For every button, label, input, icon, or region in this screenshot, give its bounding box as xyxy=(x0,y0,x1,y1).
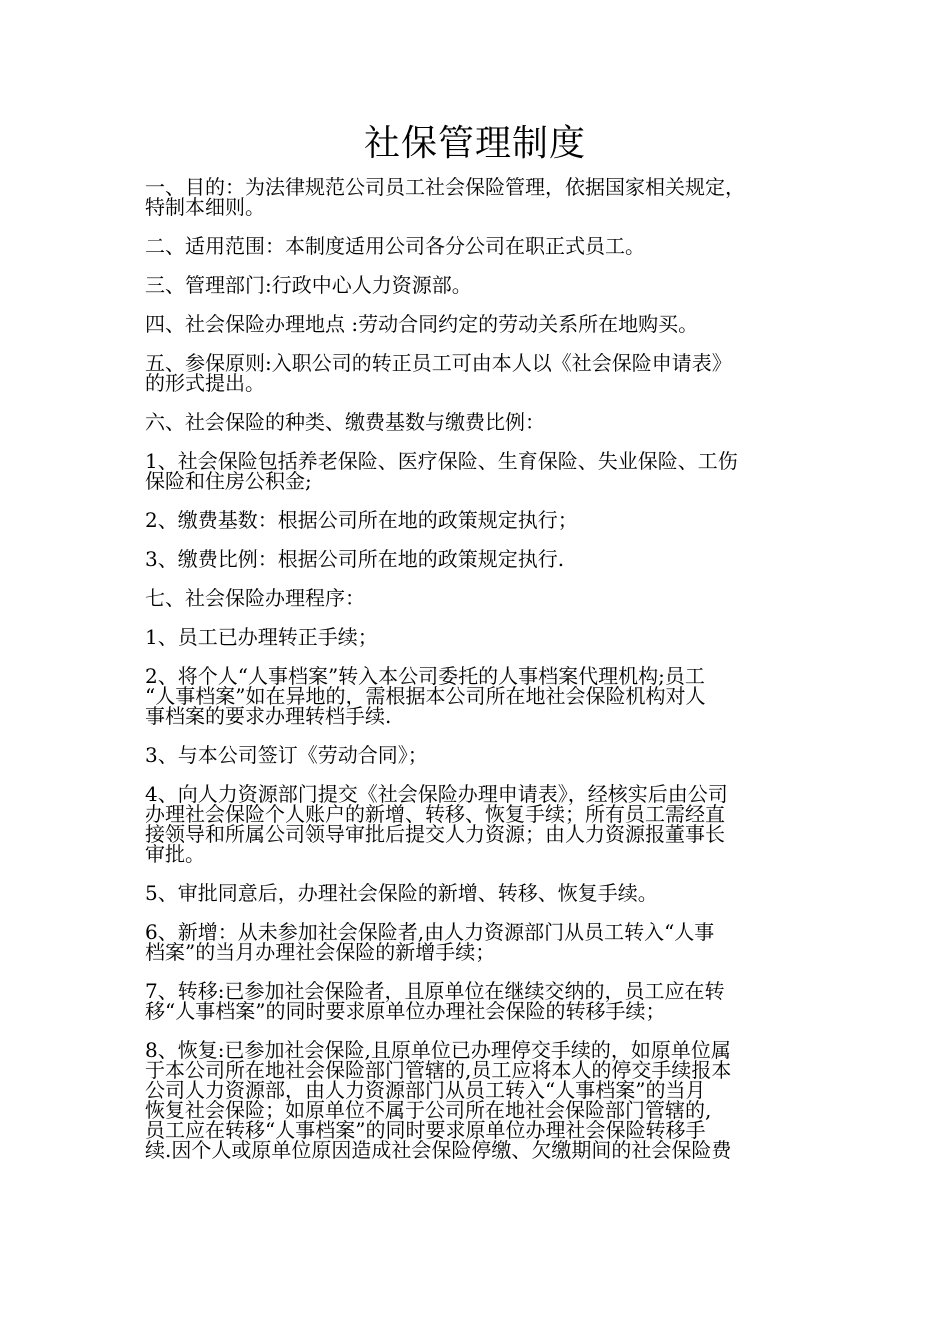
paragraph-line: 6、新增：从未参加社会保险者,由人力资源部门从员工转入“人事 xyxy=(145,920,715,944)
paragraph-line: 移“人事档案”的同时要求原单位办理社会保险的转移手续； xyxy=(145,999,666,1023)
paragraph-line: 审批。 xyxy=(145,842,205,866)
paragraph xyxy=(145,314,810,334)
paragraph-line: 四、社会保险办理地点 :劳动合同约定的劳动关系所在地购买。 xyxy=(145,312,699,336)
paragraph xyxy=(145,922,810,962)
paragraph-line: 五、参保原则:入职公司的转正员工可由本人以《社会保险申请表》 xyxy=(145,351,732,375)
paragraph-line: 特制本细则。 xyxy=(145,195,265,219)
paragraph-line: 六、社会保险的种类、缴费基数与缴费比例： xyxy=(145,410,545,434)
paragraph-line: 5、审批同意后，办理社会保险的新增、转移、恢复手续。 xyxy=(145,881,658,905)
paragraph-line: “人事档案”如在异地的，需根据本公司所在地社会保险机构对人 xyxy=(145,684,706,708)
paragraph-line: 续.因个人或原单位原因造成社会保险停缴、欠缴期间的社会保险费 xyxy=(145,1138,732,1162)
paragraph xyxy=(145,236,810,256)
paragraph-line: 3、与本公司签订《劳动合同》； xyxy=(145,743,428,767)
paragraph-line: 4、向人力资源部门提交《社会保险办理申请表》，经核实后由公司 xyxy=(145,782,728,806)
paragraph xyxy=(145,353,810,393)
paragraph-line: 三、管理部门:行政中心人力资源部。 xyxy=(145,273,472,297)
paragraph xyxy=(145,588,810,608)
paragraph-line: 1、员工已办理转正手续； xyxy=(145,625,378,649)
paragraph xyxy=(145,549,810,569)
paragraph-line: 办理社会保险个人账户的新增、转移、恢复手续；所有员工需经直 xyxy=(145,802,725,826)
paragraph-line: 于本公司所在地社会保险部门管辖的,员工应将本人的停交手续报本 xyxy=(145,1058,732,1082)
paragraph-line: 8、恢复:已参加社会保险,且原单位已办理停交手续的，如原单位属 xyxy=(145,1038,731,1062)
paragraph xyxy=(145,1040,810,1160)
paragraph-line: 2、缴费基数：根据公司所在地的政策规定执行； xyxy=(145,508,578,532)
paragraph-line: 3、缴费比例：根据公司所在地的政策规定执行. xyxy=(145,547,565,571)
paragraph-line: 7、转移:已参加社会保险者，且原单位在继续交纳的，员工应在转 xyxy=(145,979,725,1003)
paragraph-line: 二、适用范围：本制度适用公司各分公司在职正式员工。 xyxy=(145,234,645,258)
paragraph-line: 档案”的当月办理社会保险的新增手续； xyxy=(145,940,496,964)
paragraph xyxy=(145,451,810,491)
paragraph-line: 1、社会保险包括养老保险、医疗保险、生育保险、失业保险、工伤 xyxy=(145,449,738,473)
paragraph xyxy=(145,627,810,647)
paragraph-line: 七、社会保险办理程序： xyxy=(145,586,365,610)
paragraph-line: 保险和住房公积金; xyxy=(145,469,312,493)
document-body xyxy=(145,177,810,1179)
paragraph xyxy=(145,981,810,1021)
paragraph xyxy=(145,883,810,903)
paragraph xyxy=(145,666,810,726)
document-title: 社保管理制度 xyxy=(363,123,586,164)
paragraph-line: 的形式提出。 xyxy=(145,371,265,395)
paragraph xyxy=(145,510,810,530)
paragraph-line: 恢复社会保险；如原单位不属于公司所在地社会保险部门管辖的, xyxy=(145,1098,712,1122)
paragraph xyxy=(145,177,810,217)
paragraph xyxy=(145,275,810,295)
paragraph-line: 2、将个人“人事档案”转入本公司委托的人事档案代理机构;员工 xyxy=(145,664,705,688)
paragraph-line: 一、目的：为法律规范公司员工社会保险管理，依据国家相关规定， xyxy=(145,175,745,199)
paragraph xyxy=(145,745,810,765)
paragraph-line: 员工应在转移“人事档案”的同时要求原单位办理社会保险转移手 xyxy=(145,1118,706,1142)
paragraph-line: 公司人力资源部，由人力资源部门从员工转入“人事档案”的当月 xyxy=(145,1078,706,1102)
paragraph-line: 事档案的要求办理转档手续. xyxy=(145,704,392,728)
paragraph xyxy=(145,412,810,432)
paragraph xyxy=(145,784,810,864)
paragraph-line: 接领导和所属公司领导审批后提交人力资源；由人力资源报董事长 xyxy=(145,822,725,846)
